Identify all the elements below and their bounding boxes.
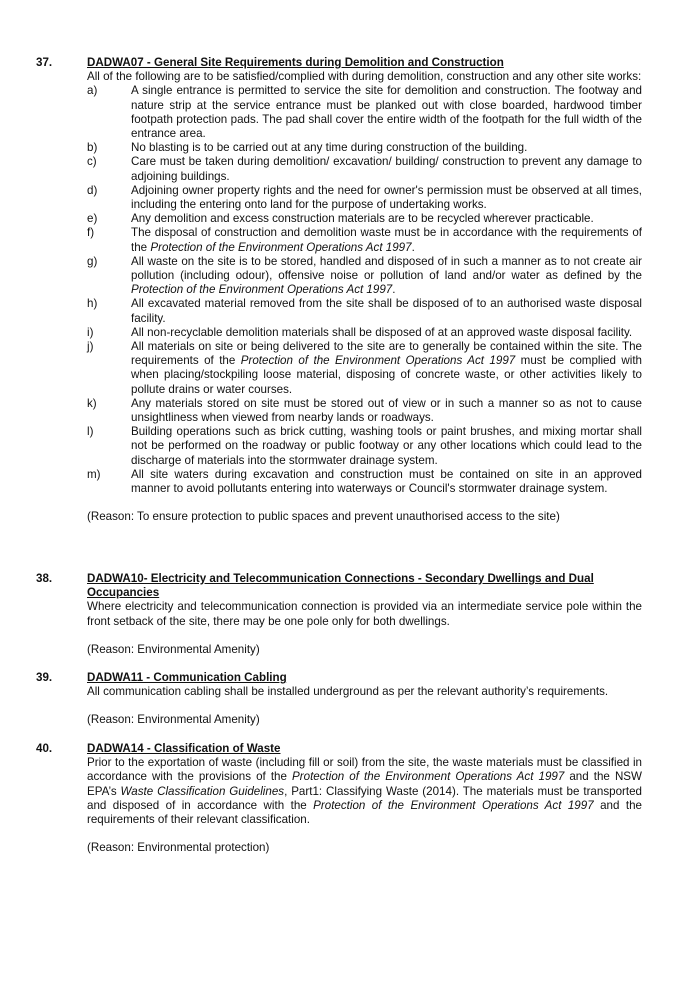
condition-body	[87, 742, 642, 855]
condition-reason: (Reason: Environmental Amenity)	[87, 713, 260, 727]
act-reference: Protection of the Environment Operations Act 1997	[292, 770, 565, 784]
list-item	[87, 425, 642, 468]
condition-text: Where electricity and telecommunication connection is provided via an intermediate service pole within the front setback of the site, there may be one pole only for both dwellings.	[87, 600, 642, 628]
item-text: No blasting is to be carried out at any time during construction of the building.	[131, 141, 528, 155]
item-label: a)	[87, 84, 98, 98]
condition-text: All communication cabling shall be installed underground as per the relevant authority’s requirements.	[87, 685, 609, 699]
list-item	[87, 212, 642, 226]
item-label: f)	[87, 226, 95, 240]
list-item	[87, 397, 642, 425]
item-text: Any materials stored on site must be stored out of view or in such a manner so as not to cause unsightliness when viewed from nearby lands or roadways.	[131, 396, 642, 425]
item-text: All waste on the site is to be stored, handled and disposed of in such a manner as to not create air pollution (including odour), offensive noise or pollution of land and/or water as defined by the	[131, 254, 642, 283]
list-item	[87, 141, 642, 155]
requirement-list	[87, 84, 642, 496]
list-item	[87, 326, 642, 340]
condition-body	[87, 56, 642, 525]
condition-title: DADWA10- Electricity and Telecommunication Connections - Secondary Dwellings and Dual Occupancies	[87, 572, 594, 600]
item-label: j)	[87, 340, 94, 354]
list-item	[87, 84, 642, 141]
item-text: Any demolition and excess construction materials are to be recycled wherever practicable.	[131, 212, 594, 226]
list-item	[87, 340, 642, 397]
condition-title: DADWA11 - Communication Cabling	[87, 671, 287, 684]
item-text: All non-recyclable demolition materials shall be disposed of at an approved waste disposal facility.	[131, 325, 633, 339]
condition-text	[87, 756, 642, 827]
item-label: c)	[87, 155, 97, 169]
item-text: The disposal of construction and demolition waste must be in accordance with the requirements of the	[131, 226, 642, 254]
act-reference: Protection of the Environment Operations Act 1997	[150, 240, 412, 254]
item-text: Adjoining owner property rights and the need for owner's permission must be observed at all times, including the entering onto land for the purpose of undertaking works.	[131, 183, 642, 212]
act-reference: Protection of the Environment Operations Act 1997	[240, 354, 516, 368]
item-label: e)	[87, 212, 98, 226]
item-text: Care must be taken during demolition/ excavation/ building/ construction to prevent any damage to adjoining buildings.	[131, 155, 642, 183]
condition-body	[87, 572, 642, 657]
condition-intro: All of the following are to be satisfied/complied with during demolition, construction and any other site works:	[87, 70, 642, 84]
condition-title: DADWA07 - General Site Requirements during Demolition and Construction	[87, 56, 504, 69]
condition-number: 39.	[36, 671, 53, 684]
list-item	[87, 297, 642, 325]
item-label: m)	[87, 467, 101, 481]
list-item	[87, 226, 642, 254]
item-text-end: .	[411, 240, 415, 254]
item-label: g)	[87, 254, 98, 268]
text-part: and the NSW EPA’s	[87, 770, 642, 798]
item-text: Building operations such as brick cutting, washing tools or paint brushes, and mixing mortar shall not be performed on the roadway or public footway or any other locations which could lead to the discharge of materials into the stormwater drainage system.	[131, 425, 642, 467]
list-item	[87, 255, 642, 298]
item-label: k)	[87, 396, 97, 410]
act-reference: Protection of the Environment Operations Act 1997	[131, 283, 393, 297]
condition-title: DADWA14 - Classification of Waste	[87, 742, 281, 755]
text-part: and the requirements of their relevant classification.	[87, 798, 642, 827]
text-part: Prior to the exportation of waste (including fill or soil) from the site, the waste materials must be classified in accordance with the provisions of the	[87, 756, 642, 784]
item-text: All materials on site or being delivered to the site are to generally be contained within the site. The requirements of the	[131, 340, 642, 368]
item-text: All excavated material removed from the site shall be disposed of to an authorised waste disposal facility.	[131, 297, 642, 325]
act-reference: Protection of the Environment Operations Act 1997	[313, 798, 594, 812]
guidelines-reference: Waste Classification Guidelines	[120, 784, 285, 798]
condition-reason: (Reason: Environmental Amenity)	[87, 642, 260, 656]
condition-reason: (Reason: Environmental protection)	[87, 841, 270, 855]
item-label: l)	[87, 425, 94, 439]
item-text-end: must be complied with when placing/stockpiling loose material, disposing of concrete waste, or other activities likely to pollute drains or water courses.	[131, 354, 642, 396]
item-label: d)	[87, 183, 98, 197]
condition-number: 38.	[36, 572, 53, 585]
condition-reason: (Reason: To ensure protection to public spaces and prevent unauthorised access to the site)	[87, 510, 560, 524]
condition-body	[87, 671, 642, 728]
item-text-end: .	[392, 283, 396, 297]
list-item	[87, 184, 642, 212]
condition-number: 37.	[36, 56, 53, 69]
list-item	[87, 155, 642, 183]
item-text: All site waters during excavation and construction must be contained on site in an approved manner to avoid pollutants entering into waterways or Council's stormwater drainage system.	[131, 467, 642, 496]
list-item	[87, 468, 642, 496]
item-text: A single entrance is permitted to service the site for demolition and construction. The footway and nature strip at the service entrance must be planked out with close boarded, hardwood timber footpath protection pads. The pad shall cover the entire width of the footpath for the full width of the entrance area.	[131, 84, 642, 141]
text-part: , Part1: Classifying Waste (2014). The materials must be transported and disposed of in accordance with the	[87, 784, 642, 812]
item-label: b)	[87, 141, 98, 155]
item-label: i)	[87, 325, 94, 339]
item-label: h)	[87, 297, 98, 311]
condition-number: 40.	[36, 742, 53, 755]
